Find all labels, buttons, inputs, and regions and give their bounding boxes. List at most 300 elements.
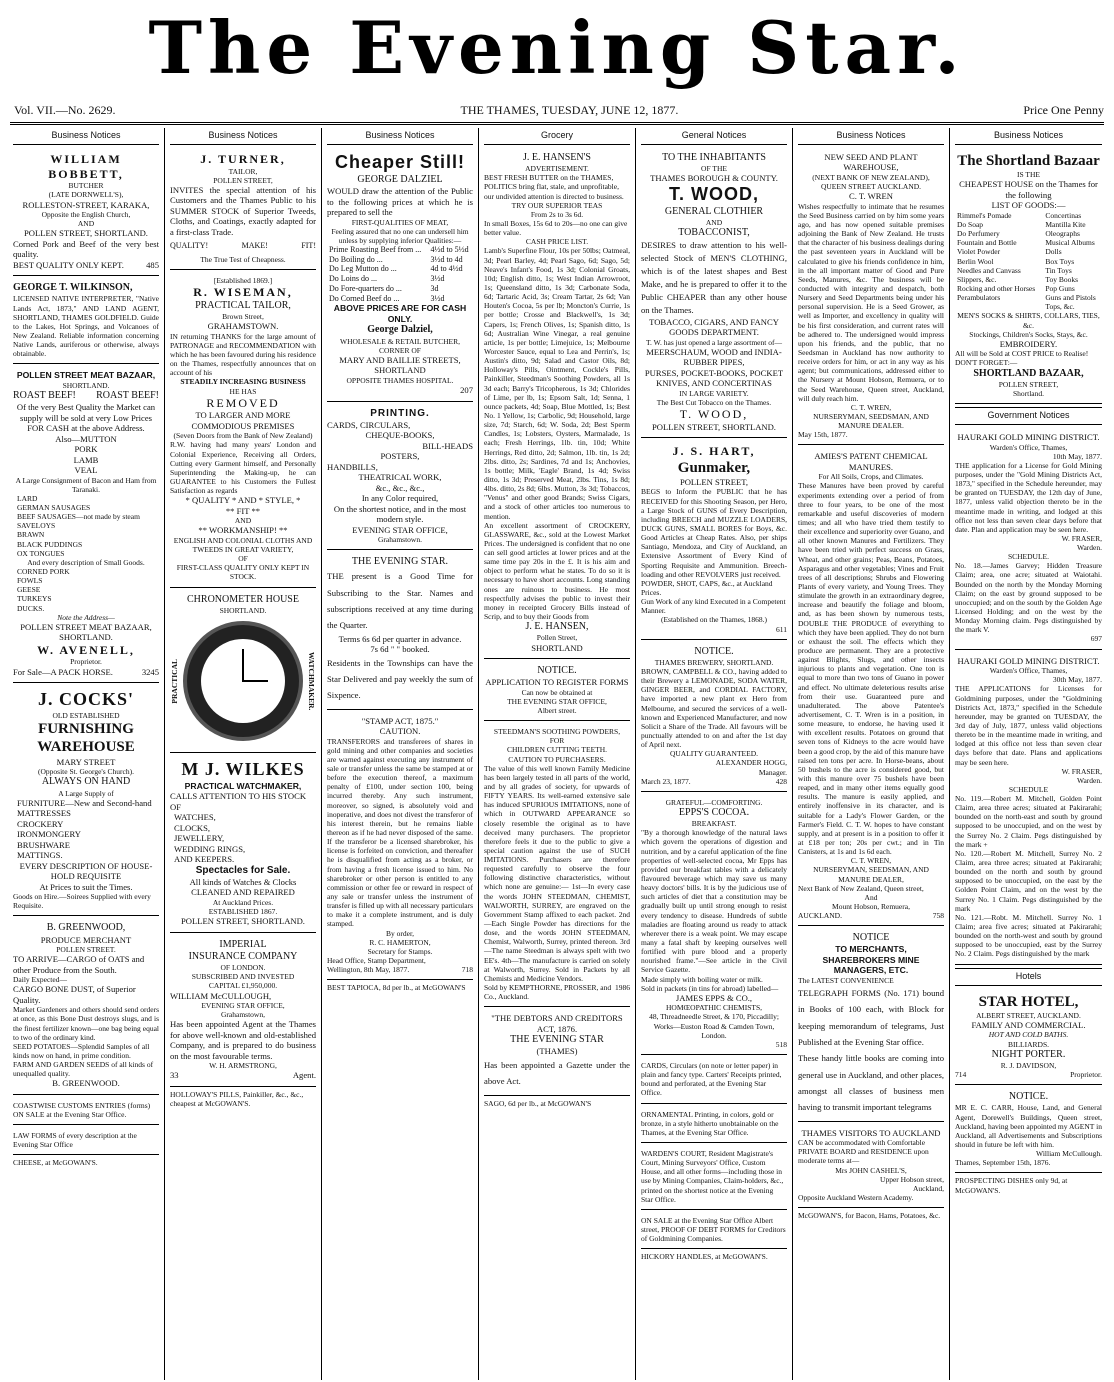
ad-text: TOBACCO, CIGARS, AND FANCY GOODS DEPARTMENT.: [649, 316, 779, 338]
ad-text: TO ARRIVE—CARGO of OATS and other Produce from the South.: [13, 954, 145, 975]
ad-text: APPLICATION TO REGISTER FORMS: [485, 677, 629, 688]
ad-text: 30th May, 1877.: [1052, 675, 1102, 685]
table-cell: Do Loins do ...: [329, 274, 377, 284]
column-6: [793, 128, 950, 1380]
ad-number: 518: [775, 1039, 787, 1049]
ad-text: * QUALITY * AND * STYLE, *: [185, 495, 301, 506]
ad-text: Warden.: [1076, 543, 1102, 553]
ad-text: ADVERTISEMENT.: [525, 164, 589, 174]
ad-text: DESIRES to draw attention to his well-selected Stock of MEN'S CLOTHING, which is of the latest shapes and Best Make, and he is prepared to offer it to the Public CHEAPER than any other house on the Thames.: [641, 240, 787, 315]
ad-title: POLLEN STREET MEAT BAZAAR,: [16, 370, 156, 381]
ad-text: WILLIAM McCULLOUGH,: [170, 990, 272, 1001]
ad-text: SHORTLAND.: [62, 380, 110, 390]
dateline: [14, 100, 1104, 120]
ad-text: CALLS ATTENTION TO HIS STOCK OF: [170, 791, 307, 812]
ad-text: (THAMES): [536, 1046, 578, 1057]
column-heading: Business Notices: [13, 128, 159, 145]
ad-title: THAMES VISITORS TO AUCKLAND: [801, 1127, 941, 1138]
ad-title: J. COCKS': [37, 689, 134, 710]
volume-number: Vol. VII.—No. 2629.: [14, 102, 116, 117]
ad-text: BREAKFAST.: [691, 819, 737, 829]
ad-title: NOTICE.: [1008, 1091, 1049, 1103]
ad-star-hotel: [955, 990, 1102, 1086]
ad-telegraph-forms: [798, 929, 944, 1121]
ad-cards: CARDS, Circulars (on note or letter paper) in plain and fancy type. Carters' Receipts printed, bound and perforated, at the Evening Star Office.: [641, 1058, 787, 1104]
ad-text: Shortland.: [1012, 388, 1045, 398]
ad-signature: C. T. WREN,: [850, 402, 892, 412]
ad-text: Wishes respectfully to intimate that he resumes the Seed Business carried on by him some years ago, and has now opened suitable premises adjoining the Bank of New Zealand. He trusts that the character of his business dealings during the past seventeen years in Auckland will be calculated to give his friends confidence in him, in the all important matter of Good and Pure Seeds, Manures, &c. The business will be conducted with integrity and despatch, both Nursery and Seed Departments being under his personal supervision. He is a Seed Grower, as well as Importer, and excellency in quality will be his first consideration, and current rates will be adhered to. The undersigned would impress upon his friends, and the public, that no Seedsman in Auckland has now authority to receive orders for him, or act in any way as his agent; but communications, addressed either to the Nursery at Mount Hobson, Remuera, or to the Seed Warehouse, Queen street, Auckland, will duly reach him.: [798, 201, 945, 403]
ad-number: 207: [460, 385, 473, 396]
table-cell: Dolls: [1045, 247, 1062, 257]
list-item: MATTINGS.: [17, 850, 63, 861]
ad-text: STEADILY INCREASING BUSINESS: [180, 377, 306, 387]
ad-text: 10th May, 1877.: [1052, 451, 1102, 461]
list-item: &c., &c., &c.,: [375, 482, 425, 493]
ad-text: THAMES BREWERY, SHORTLAND.: [654, 657, 774, 667]
ad-text: On the shortest notice, and in the most modern style.: [333, 503, 467, 525]
ad-text: For Sale—A PACK HORSE.: [13, 666, 113, 677]
table-cell: 3½d to 4d: [430, 254, 463, 264]
table-cell: Rimmel's Pomade: [957, 210, 1012, 220]
ad-text: INVITES the special attention of his Customers and the Thames Public to his SUMMER STOCK of Superior Tweeds, Cloths, and Coatings, exactly adapted for a first-class Trade.: [170, 184, 316, 237]
table-row: [955, 229, 1102, 238]
ad-text: The Best Cut Tobacco on the Thames.: [656, 397, 772, 407]
ad-text: March 23, 1877.: [641, 776, 691, 786]
ad-debtors: [484, 1010, 630, 1095]
column-heading: General Notices: [641, 128, 787, 145]
ad-text: SHORTLAND BAZAAR,: [973, 367, 1084, 379]
ad-text: CAN be accommodated with Comfortable PRIVATE BOARD and RESIDENCE upon moderate terms at—: [798, 1138, 929, 1166]
ad-text: Corned Pork and Beef of the very best quality.: [13, 238, 159, 260]
ad-text: FURNISHING: [38, 721, 134, 738]
ad-wilkes: [170, 756, 316, 933]
list-item: THEATRICAL WORK,: [358, 472, 442, 483]
ad-text: A Large Supply of: [58, 788, 114, 798]
ad-text: WATCHMAKER.: [307, 651, 316, 711]
ad-text: Opposite Auckland Western Academy.: [798, 1192, 914, 1202]
ad-text: WOULD draw the attention of the Public to the following prices at which he is prepared to sell the: [327, 186, 473, 218]
table-row: [955, 211, 1102, 220]
ad-text: HOT AND COLD BATHS.: [988, 1030, 1069, 1040]
ad-title: J. E. HANSEN'S: [523, 151, 591, 163]
ad-signature: W. H. ARMSTRONG,: [209, 1061, 277, 1071]
ad-hart: [641, 441, 787, 640]
table-cell: Berlin Wool: [957, 256, 994, 266]
ad-proof-forms: ON SALE at the Evening Star Office Albert street, PROOF OF DEBT FORMS for Creditors of Goldmining Companies.: [641, 1213, 787, 1249]
ad-bobbett: [13, 149, 159, 276]
ad-text: CAPITAL £1,950,000.: [208, 981, 278, 991]
ad-number: 697: [1090, 634, 1102, 644]
ad-text: ACT, 1876.: [536, 1023, 578, 1034]
table-cell: Tin Toys: [1045, 265, 1072, 275]
ad-text: SHORTLAND.: [219, 605, 267, 615]
ad-number: 3245: [141, 666, 159, 677]
table-row: [955, 257, 1102, 266]
ad-text: At Auckland Prices.: [212, 897, 274, 907]
ad-text: Pollen Street,: [536, 633, 578, 643]
ad-text: DON'T FORGET:—: [955, 358, 1018, 368]
ad-brewery: [641, 643, 787, 792]
header-rule: [10, 122, 1104, 125]
ad-text: Market Gardeners and others should send orders at once, as this Bone Dust destroys slugs, and is the finest fertilizer known—one bag being equal to two of the ordinary kind.: [13, 1005, 159, 1042]
ad-signature: W. FRASER,: [1061, 766, 1102, 776]
list-item: BRUSHWARE: [17, 839, 71, 850]
table-cell: 4d to 4½d: [430, 264, 463, 274]
ad-text: TELEGRAPH FORMS (No. 171) bound in Books of 100 each, with Block for keeping memorandum of telegrams, Just Published at the Evening Star office.: [798, 988, 944, 1047]
section-heading: Government Notices: [955, 407, 1102, 425]
ad-text: Warden's Office, Thames,: [989, 666, 1068, 676]
ad-text: ALBERT STREET, AUCKLAND.: [976, 1010, 1081, 1020]
ad-text: Stockings, Children's Socks, Stays, &c.: [969, 329, 1088, 339]
ad-text: QUALITY GUARANTEED.: [669, 749, 759, 759]
ad-text: EVENING STAR OFFICE,: [352, 524, 448, 535]
ad-text: IN returning THANKS for the large amount of PATRONAGE and RECOMMENDATION with which he has been favoured during his residence on the Thames, respectfully announces that on account of his: [170, 331, 316, 378]
newspaper-title: The Evening Star.: [148, 5, 966, 90]
ad-text: TO LARGER AND MORE COMMODIOUS PREMISES: [191, 410, 295, 431]
ad-sago: SAGO, 6d per lb., at McGOWAN'S: [484, 1098, 592, 1108]
column-heading: Grocery: [484, 128, 630, 145]
table-cell: 3½d: [430, 274, 445, 284]
ad-text: (NEXT BANK OF NEW ZEALAND),: [812, 172, 930, 182]
list-item: MATTRESSES: [17, 808, 71, 819]
ad-text: Feeling assured that no one can undersell him unless by supplying inferior Qualities:—: [331, 226, 469, 245]
list-item: AND KEEPERS.: [174, 854, 235, 865]
ad-text: MEERSCHAUM, WOOD and INDIA-RUBBER PIPES,: [646, 346, 782, 368]
table-cell: Mantilla Kite: [1045, 220, 1086, 229]
ad-text: PURSES, POCKET-BOOKS, POCKET KNIVES, AND CONCERTINAS: [644, 367, 784, 389]
ad-text: Can now be obtained at: [521, 687, 593, 697]
ad-title: HAURAKI GOLD MINING DISTRICT.: [957, 655, 1100, 666]
list-item: HANDBILLS,: [327, 461, 378, 472]
ad-title: THE EVENING STAR.: [351, 556, 449, 568]
ad-text: INSURANCE COMPANY: [188, 950, 298, 962]
list-item: No. 119.—Robert M. Mitchell, Golden Point Claim, area three acres; situated at Pakirarahi; bounded on the north-east and south by ground supposed to be unoccupied, and on the west by the Surrey No. 2 Claim. Pegs distinguished by the mark +: [955, 794, 1102, 849]
ad-text: All kinds of Watches & Clocks CLEANED AND REPAIRED: [189, 876, 297, 898]
ad-coastwise: COASTWISE CUSTOMS ENTRIES (forms) ON SALE at the Evening Star Office.: [13, 1098, 159, 1125]
ad-text: POLLEN STREET, SHORTLAND.: [181, 916, 305, 927]
ad-greenwood: [13, 919, 159, 1095]
ad-text: SCHEDULE.: [1007, 552, 1050, 562]
column-heading: Business Notices: [955, 128, 1102, 145]
ad-number: 485: [146, 259, 159, 270]
ad-title: STEEDMAN'S SOOTHING POWDERS,: [493, 727, 621, 737]
table-cell: 4½d to 5½d: [430, 244, 469, 254]
ad-text: FAMILY AND COMMERCIAL.: [971, 1020, 1086, 1030]
ad-title: T. WOOD,: [669, 183, 759, 204]
ad-text: Thames, September 15th, 1876.: [955, 1158, 1051, 1168]
ad-text: THE EVENING STAR: [510, 1034, 604, 1046]
ad-text: (Established on the Thames, 1868.): [660, 615, 768, 625]
ad-title: J. TURNER,: [200, 151, 286, 166]
ad-text: LICENSED NATIVE INTERPRETER, "Native Lands Act, 1873," AND LAND AGENT, SHORTLAND, THAMES GOLDFIELD. Guide to the Lakes, Hot Springs, and Volcanoes of New Zealand. Reliable information concerning Native Lands, auriferous or otherwise, always obtainable.: [13, 294, 159, 359]
ad-text: REMOVED: [206, 395, 280, 410]
ad-text: ESTABLISHED 1867.: [208, 907, 278, 917]
ad-text: QUALITY!: [170, 241, 209, 251]
ad-text: Grahamstown,: [221, 1010, 265, 1020]
ad-text: ROLLESTON-STREET, KARAKA,: [22, 199, 150, 210]
ad-text: SHORTLAND: [374, 365, 426, 376]
column-7: [950, 128, 1107, 1380]
ad-text: Sold in packets (in tins for abroad) labelled—: [641, 983, 779, 993]
ad-text: Spectacles for Sale.: [195, 864, 291, 876]
table-row: [327, 284, 473, 294]
ad-meat-bazaar: [13, 367, 159, 683]
table-row: [955, 284, 1102, 293]
ad-signature: William McCullough.: [1036, 1149, 1102, 1159]
ad-text: WHOLESALE & RETAIL BUTCHER,: [340, 336, 460, 346]
ad-title: "THE DEBTORS AND CREDITORS: [491, 1013, 623, 1024]
ad-text: POLLEN STREET,: [998, 379, 1059, 389]
ad-text: HOMŒOPATHIC CHEMISTS,: [666, 1003, 762, 1013]
ad-text: CARGO BONE DUST, of Superior Quality.: [13, 984, 136, 1005]
list-item: BEEF SAUSAGES—not made by steam: [17, 512, 140, 522]
ad-text: A Large Consignment of Bacon and Ham from Taranaki.: [15, 475, 157, 494]
goods-list: [955, 211, 1102, 312]
table-cell: Do Leg Mutton do ...: [329, 264, 397, 274]
ad-text: Gunmaker,: [677, 459, 751, 476]
ad-text: BEST QUALITY ONLY KEPT.: [13, 259, 124, 270]
table-row: [327, 264, 473, 274]
list-item: DUCKS.: [17, 603, 45, 613]
ad-text: PRACTICAL: [170, 658, 179, 704]
ad-text: PRODUCE MERCHANT: [40, 934, 132, 945]
ad-text: Lamb's Superfine Flour, 10s per 50lbs; Oatmeal, 3d; Pearl Barley, 4d; Pearl Sago, 6d; Sago, 5d; Neave's Infant's Food, 1s 3d; Colonial Groats, 10d; English ditto, 1s; West Indian Arrowroot, 1s; Queensland ditto, 1s 3d; Carbonate Soda, 6d; Tartaric Acid, 3s; Cream Tartar, 2s 6d; Van Houten's Cocoa, 5s per lb; Moncton's Currie, 1s per bottle; Crosse and Blackwell's, 1s 3d; Capers, 1s; French Olives, 1s; Spanish ditto, 1s 6d; Australian Wine Vinegar, a real genuine article, 1s per bottle; Limejuice, 1s; Melbourne Worcester Sauce, equal to Lea and Perrin's, 1s; Austin's ditto, 9d; Salad and Castor Oils, 8d; Holloway's Pills, Ointment, Cockle's Pills, Painkiller, Steedman's Soothing Powders, all 1s 3d each; Barry's Tricopherous, 1s 3d; Chlorides of Lime, per lb, 1s; Epsom Salt, 1d; Senna, 1 ounce packets, 4d; Soap, Blue Mottled, 1s; Best No. 1 Yellow, 1s; Carbolic, 9d; Household, large size, 7d; Starch, 6d; W. Soda, 2d; Best Sperm Candles, 1s; Lobsters, Oysters, Marmalade, 1s each; Fresh Herrings, 1lb. tin, 10d; White Herrings, Red ditto, 2d; Salmon, 1lb. tin, 1s 2d; 2lbs. ditto, 2s; Sardines, 7d and 1s; Anchovies, 1s bottle; Milk, 'Eagle' Brand, 1s 4d; Swiss ditto, 1s 3d; Preserved Meat, 2lbs. Tins, 1s 8d; 4lbs. ditto, 2s 8d; 6lbs. Mutton, 3s 3d; Tobaccos, "Venus" and other good Brands; Swiss Cigars, and a stock of other articles too numerous to mention.: [484, 246, 630, 521]
ad-text: Sold by KEMPTHORNE, PROSSER, and Co., Auckland.: [484, 983, 612, 1002]
table-row: [955, 247, 1102, 256]
table-cell: Prime Roasting Beef from ...: [329, 244, 422, 254]
list-item: OX TONGUES: [17, 548, 65, 558]
ad-text: And: [864, 892, 878, 902]
ad-text: VEAL: [74, 465, 98, 476]
table-cell: Rocking and other Horses: [957, 283, 1036, 293]
ad-number: 718: [461, 965, 473, 975]
ad-text: BEGS to Inform the PUBLIC that he has RECEIVED for this Shooting Season, per Hero, a Large Stock of GUNS of Every Description, including BREECH and MUZZLE LOADERS, DUCK GUNS, SMALL BORES for Boys, &c. Good Articles at Cheap Rates. Also, per ships Santiago, Mendoza, and City of Auckland, an Extensive Assortment of Every Kind of Sporting Requisite and Ammunition. Breech-loading and other REVOLVERS just received.: [641, 487, 787, 579]
ad-text: FIRST-CLASS QUALITY ONLY KEPT IN STOCK.: [176, 563, 310, 582]
ad-text: AND: [77, 219, 95, 229]
ad-text: By order,: [385, 928, 415, 938]
ad-text: Warden.: [1076, 775, 1102, 785]
ad-title: W. AVENELL,: [37, 642, 135, 657]
ad-wood: [641, 149, 787, 438]
ad-text: C. T. WREN: [849, 191, 893, 202]
ad-hansen: [484, 149, 630, 659]
ad-holloway: HOLLOWAY'S PILLS, Painkiller, &c., &c., cheapest at McGOWAN'S.: [170, 1089, 304, 1108]
list-item: CORNED PORK: [17, 566, 70, 576]
ad-text: For All Soils, Crops, and Climates.: [818, 472, 924, 482]
ad-text: ** FIT **: [225, 505, 261, 516]
ad-text: Terms 6s 6d per quarter in advance.: [338, 633, 462, 644]
ad-text: MEN'S SOCKS & SHIRTS, COLLARS, TIES, &c.: [957, 311, 1100, 330]
table-cell: Slippers, &c.: [957, 274, 997, 284]
ad-warden-forms: WARDEN'S COURT, Resident Magistrate's Court, Mining Surveyors' Office, Custom House, and all other forms—including those in use by Mining Companies, Claim-holders, &c., printed on the shortest notice at the Evening Star Office.: [641, 1146, 787, 1210]
ad-text: EMBROIDERY.: [999, 338, 1058, 349]
ad-text: MAKE!: [241, 241, 268, 251]
ad-text: WAREHOUSE: [37, 739, 135, 756]
ad-text: FIRST-QUALITIES OF MEAT,: [351, 217, 449, 227]
ad-cocks: [13, 686, 159, 916]
ad-wiseman: [170, 273, 316, 587]
ad-text: "By a thorough knowledge of the natural laws which govern the operations of digestion and nutrition, and by a careful application of the fine properties of well-selected cocoa, Mr Epps has provided our breakfast tables with a delicately flavoured beverage which may save us many heavy doctors' bills. It is by the judicious use of such articles of diet that a constitution may be gradually built up until strong enough to resist every tendency to disease. Hundreds of subtle maladies are floating around us ready to attack wherever there is a weak point. We may escape many a fatal shaft by keeping ourselves well fortified with pure blood and a properly nourished frame."—See article in the Civil Service Gazette.: [641, 828, 787, 975]
ad-text: Proprietor.: [70, 657, 102, 667]
ad-text: MARY AND BAILLIE STREETS,: [339, 354, 461, 365]
list-item: JEWELLERY,: [174, 833, 225, 844]
ad-title: AMIES'S PATENT CHEMICAL MANURES.: [814, 451, 928, 472]
ad-text: Secretary for Stamps.: [367, 946, 433, 956]
ad-text: (LATE DORNWELL'S),: [48, 190, 124, 200]
table-row: [327, 255, 473, 265]
table-cell: Do Boiling do ...: [329, 254, 383, 264]
ad-title: B. GREENWOOD,: [46, 922, 126, 934]
ad-text: ALWAYS ON HAND: [41, 776, 131, 788]
table-cell: Perambulators: [957, 293, 1001, 303]
ad-text: CORNER OF: [379, 345, 421, 355]
column-2: [165, 128, 322, 1380]
ad-text: (Seven Doors from the Bank of New Zealand): [173, 431, 313, 441]
ad-text: At Prices to suit the Times.: [39, 881, 133, 892]
ad-text: Mrs JOHN CASHEL'S,: [835, 1165, 907, 1175]
ad-text: OF LONDON.: [220, 963, 266, 973]
ad-text: SUBSCRIBED AND INVESTED: [191, 972, 295, 982]
ad-text: From 2s to 3s 6d.: [530, 209, 584, 219]
ad-stamp-act: [327, 713, 473, 981]
ad-text: 7s 6d " " booked.: [370, 644, 430, 655]
ad-text: PRACTICAL WATCHMAKER,: [184, 780, 302, 791]
ad-text: All will be Sold at COST PRICE to Realise!: [955, 349, 1089, 359]
ad-text: [Established 1869.]: [213, 276, 273, 286]
list-item: IRONMONGERY: [17, 829, 81, 840]
ad-text: Agent.: [292, 1070, 316, 1081]
price: Price One Penny: [1023, 102, 1104, 117]
ad-number: 611: [776, 624, 787, 634]
list-item: BILL-HEADS: [422, 440, 473, 451]
ad-title: CHRONOMETER HOUSE: [187, 593, 299, 605]
ad-text: GEORGE DALZIEL: [357, 173, 443, 185]
column-3: [322, 128, 479, 1380]
ad-text: These Manures have been proved by careful experiments extending over a period of from three to four years, to be one of the most remarkable and useful discoveries of modern times; and all who have tried them testify to their excellence and superiority over Guano, and all other known Manures and Fertilizers. They have been tried with perfect success on Grass, Wheat, and other grains; Peas, Beans, Potatoes, Asparagus and other vegetables; Vines and Fruit trees of all descriptions; Shrubs and Flowering Plants of every variety, and Young Trees. They stimulate the growth in an extraordinary degree, increase and beautify the foliage and bloom, and, as has been shown by numerous tests, DOUBLE THE PRODUCE of everything to which they have been applied. They do not burn or exhaust the soil. The effects which they produce are permanent. They are a protective against Blights, Slugs, and other insects injurious to plants and vegetation. One ton is equal to more than two tons of Guano in power and effect. No ultimate deleterious results arise from their use. Guaranteed pure and unadulterated. The above Patentee's advertisement, C. T. Wren is in a position, in some measure, to endorse, he having used it with excellent results. Potatoes on ground that seven tons of Kidneys to the acre would have been a good crop, by the aid of this manure have raised ten tons per acre. In Horse-beans, about 50 bushels to the acre is considered good, but with this manure over 75 bushels have been reaped, and in many other items equally good results. The manure is easily applied, and entirely inoffensive in its character, and is suitable for a Lady's Flower Garden, or the Farmer's Field. C. T. W. hopes to have constant supply, and at present is in a position to offer it at £18 per ton; 20s per cwt.; and in Tin Canisters, at 1s and 1s 6d each.: [798, 481, 944, 857]
ad-steedman: [484, 724, 630, 1007]
ad-text: May 15th, 1877.: [798, 430, 848, 440]
table-row: [955, 220, 1102, 229]
ad-shortland-bazaar: [955, 149, 1102, 404]
list-item: BLACK PUDDINGS: [17, 539, 83, 549]
ad-number: 428: [775, 776, 787, 786]
ad-text: CAUTION.: [379, 726, 421, 737]
ad-text: PRACTICAL TAILOR,: [195, 299, 291, 311]
ad-text: THE APPLICATIONS for Licenses for Goldmining purposes, under the "Goldmining Districts Act, 1873," specified in the Schedule hereunder, may be granted on TUESDAY, the 3rd day of July, 1877, unless valid objections thereto be in the meantime made in writing, and lodged at this office not less than seven clear days before that date. Plans and applications may be seen here.: [955, 684, 1102, 767]
list-item: CHEQUE-BOOKS,: [365, 430, 435, 441]
ad-text: George Dalziel,: [367, 324, 433, 336]
table-row: [955, 275, 1102, 284]
ad-title: PRINTING.: [370, 407, 430, 419]
list-item: WEDDING RINGS,: [174, 843, 246, 854]
ad-text: THE EVENING STAR OFFICE,: [507, 696, 607, 706]
ad-signature: R. J. DAVIDSON,: [1000, 1060, 1057, 1070]
ad-text: In small Boxes, 15s 6d to 20s—no one can give better value.: [484, 219, 628, 238]
column-heading: Business Notices: [170, 128, 316, 145]
ad-text: In any Color required,: [361, 493, 439, 504]
ad-text: GENERAL CLOTHIER: [664, 205, 764, 217]
ad-text: POLLEN STREET, SHORTLAND.: [24, 228, 148, 239]
issue-date: THE THAMES, TUESDAY, JUNE 12, 1877.: [460, 102, 679, 117]
ad-text: GRATEFUL—COMFORTING.: [665, 797, 763, 807]
ad-text: IS THE: [1017, 170, 1040, 180]
ad-hickory: HICKORY HANDLES, at McGOWAN'S.: [641, 1252, 768, 1262]
ad-text: AUCKLAND.: [798, 911, 842, 921]
ad-title: EPPS'S COCOA.: [678, 806, 750, 818]
ad-text: TO MERCHANTS, SHAREBROKERS MINE MANAGERS, ETC.: [822, 944, 920, 976]
ad-text: POLLEN STREET, SHORTLAND.: [652, 421, 776, 432]
ad-text: No. 18.—James Garvey; Hidden Treasure Claim; area, one acre; situated at Waiotahi. Bounded on the north by the Monday Morning Claim; on the east by ground supposed to be unoccupied; and on the south by the Golden Age Licensed Holding; and on the west by the Monday Morning claim. Pegs distinguished by the mark V.: [955, 561, 1102, 635]
ad-text: Brown Street,: [222, 312, 264, 322]
ad-title: IMPERIAL: [219, 938, 267, 950]
table-cell: Pop Guns: [1045, 283, 1075, 293]
table-row: [955, 266, 1102, 275]
ad-text: MR E. C. CARR, House, Land, and General Agent, Dorewell's Buildings, Queen street, Auckland, having been appointed my AGENT in Auckland, all Advertisements and Subscriptions should in future be left with him.: [955, 1103, 1102, 1149]
ad-text: JAMES EPPS & CO.,: [675, 992, 753, 1003]
section-heading: Hotels: [955, 968, 1102, 986]
ad-text: QUEEN STREET AUCKLAND.: [820, 182, 922, 192]
ad-text: R.W. having had many years' London and Colonial Experience, Receiving all Orders, Cutting every Garment himself, and Personally Superintending the Making-up, he can GUARANTEE to his Customers the Fullest Satisfaction as regards: [170, 440, 316, 496]
ad-text: AND: [705, 217, 723, 227]
table-cell: Fountain and Bottle: [957, 238, 1017, 248]
ad-cheese: CHEESE, at McGOWAN'S.: [13, 1158, 98, 1168]
ad-title: J. S. HART,: [672, 444, 756, 459]
ad-text: NURSERYMAN, SEEDSMAN, AND MANURE DEALER.: [813, 411, 929, 431]
ad-title: M J. WILKES: [181, 758, 305, 779]
ad-text: FIT!: [301, 241, 316, 251]
column-5: [636, 128, 793, 1380]
table-row: [955, 302, 1102, 311]
ad-text: MARY STREET: [56, 756, 116, 767]
ad-text: SEED POTATOES—Splendid Samples of all kinds now on hand, in prime condition.: [13, 1041, 150, 1060]
ad-text: Residents in the Townships can have the Star Delivered and pay weekly the sum of Sixpence.: [327, 657, 473, 701]
ad-text: IN LARGE VARIETY.: [679, 388, 749, 398]
ad-title: Cheaper Still!: [334, 151, 466, 172]
ad-text: ABOVE PRICES ARE FOR CASH ONLY.: [333, 303, 467, 324]
ad-text: OF THE: [701, 164, 727, 174]
ad-text: Also—MUTTON: [55, 433, 117, 444]
table-row: [327, 294, 473, 304]
price-table: [327, 245, 473, 304]
column-heading: Business Notices: [327, 128, 473, 145]
ad-title: The Shortland Bazaar: [957, 152, 1100, 169]
list-item: FURNITURE—New and Second-hand: [17, 797, 152, 808]
ad-text: THE present is a Good Time for Subscribing to the Star. Names and subscriptions received at any time during the Quarter.: [327, 571, 473, 631]
ad-number: 758: [932, 911, 944, 921]
ad-text: POLLEN STREET MEAT BAZAAR,: [20, 621, 152, 632]
ad-text: Warden's Office, Thames,: [989, 442, 1068, 452]
ad-text: Proprietor.: [1070, 1070, 1102, 1080]
ad-text: Head Office, Stamp Department,: [327, 955, 426, 965]
ad-ornamental: ORNAMENTAL Printing, in colors, gold or bronze, in a style hitherto unobtainable on the Thames, at the Evening Star Office.: [641, 1107, 787, 1143]
table-cell: Tops, &c.: [1045, 302, 1075, 312]
ad-text: HE HAS: [229, 386, 257, 396]
table-cell: Needles and Canvass: [957, 265, 1021, 275]
list-item: LARD: [17, 493, 38, 503]
ad-text: THAMES BOROUGH & COUNTY.: [650, 173, 778, 184]
ad-text: Auckland,: [912, 1183, 944, 1193]
ad-text: POLLEN STREET,: [679, 476, 749, 487]
ad-wren: [798, 149, 944, 445]
ad-text: Mount Hobson, Remuera,: [832, 901, 910, 911]
ad-text: BILLIARDS.: [1007, 1039, 1050, 1049]
ad-text: Wellington, 8th May, 1877.: [327, 965, 410, 975]
ad-number: 1986: [615, 983, 630, 993]
ad-text: CHEAPEST HOUSE on the Thames for the following: [959, 179, 1098, 200]
ad-text: TAILOR,: [228, 166, 258, 176]
ad-signature: C. T. WREN,: [850, 856, 892, 866]
ad-text: Goods on Hire.—Soirees Supplied with every Requisite.: [13, 892, 151, 911]
